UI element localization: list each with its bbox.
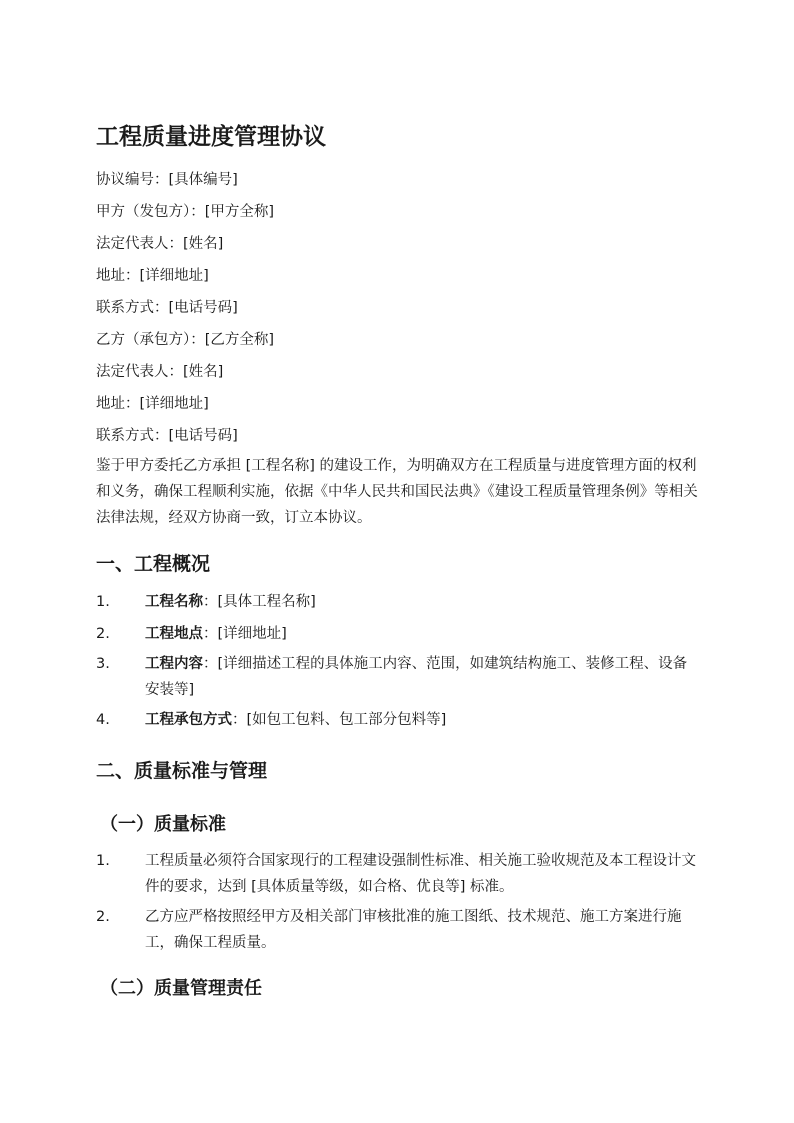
list-item-number: 2. xyxy=(96,626,110,642)
party-a-representative-field: 法定代表人：[姓名] xyxy=(96,236,224,252)
section-2-heading: 二、质量标准与管理 xyxy=(96,760,268,782)
list-item-label: 工程地点 xyxy=(145,626,203,642)
list-item xyxy=(96,904,700,956)
list-item-text: 乙方应严格按照经甲方及相关部门审核批准的施工图纸、技术规范、施工方案进行施工，确保工程质量。 xyxy=(145,909,682,951)
party-b-address-field: 地址：[详细地址] xyxy=(96,396,209,412)
list-item-text: 工程质量必须符合国家现行的工程建设强制性标准、相关施工验收规范及本工程设计文件的要求，达到 [具体质量等级，如合格、优良等] 标准。 xyxy=(145,853,696,895)
party-b-representative-field: 法定代表人：[姓名] xyxy=(96,364,224,380)
intro-paragraph: 鉴于甲方委托乙方承担 [工程名称] 的建设工作，为明确双方在工程质量与进度管理方面的权利和义务，确保工程顺利实施，依据《中华人民共和国民法典》《建设工程质量管理条例》等相关法律法规，经双方协商一致，订立本协议。 xyxy=(96,458,698,526)
list-item xyxy=(96,621,700,647)
list-item-text: ：[具体工程名称] xyxy=(203,594,316,610)
subsection-quality-responsibility-heading: （二）质量管理责任 xyxy=(100,978,262,999)
list-item-text: ：[详细地址] xyxy=(203,626,287,642)
list-item xyxy=(96,848,700,900)
list-item-number: 3. xyxy=(96,656,110,672)
list-item-number: 2. xyxy=(96,909,110,925)
list-item xyxy=(96,589,700,615)
party-a-contact-field: 联系方式：[电话号码] xyxy=(96,300,238,316)
party-a-address-field: 地址：[详细地址] xyxy=(96,268,209,284)
party-b-contact-field: 联系方式：[电话号码] xyxy=(96,428,238,444)
party-a-name-field: 甲方（发包方）：[甲方全称] xyxy=(96,204,275,220)
list-item-number: 1. xyxy=(96,594,110,610)
subsection-quality-standard-heading: （一）质量标准 xyxy=(100,814,226,835)
list-item xyxy=(96,707,700,733)
document-title: 工程质量进度管理协议 xyxy=(96,124,326,150)
list-item-label: 工程内容 xyxy=(145,656,203,672)
list-item-text: ：[详细描述工程的具体施工内容、范围，如建筑结构施工、装修工程、设备安装等] xyxy=(145,656,688,698)
list-item-text: ：[如包工包料、包工部分包料等] xyxy=(232,712,447,728)
section-1-heading: 一、工程概况 xyxy=(96,553,211,575)
list-item xyxy=(96,651,700,703)
list-item-label: 工程承包方式 xyxy=(145,712,232,728)
list-item-label: 工程名称 xyxy=(145,594,203,610)
list-item-number: 1. xyxy=(96,853,110,869)
party-b-name-field: 乙方（承包方）：[乙方全称] xyxy=(96,332,275,348)
list-item-number: 4. xyxy=(96,712,110,728)
agreement-number-field: 协议编号：[具体编号] xyxy=(96,172,238,188)
